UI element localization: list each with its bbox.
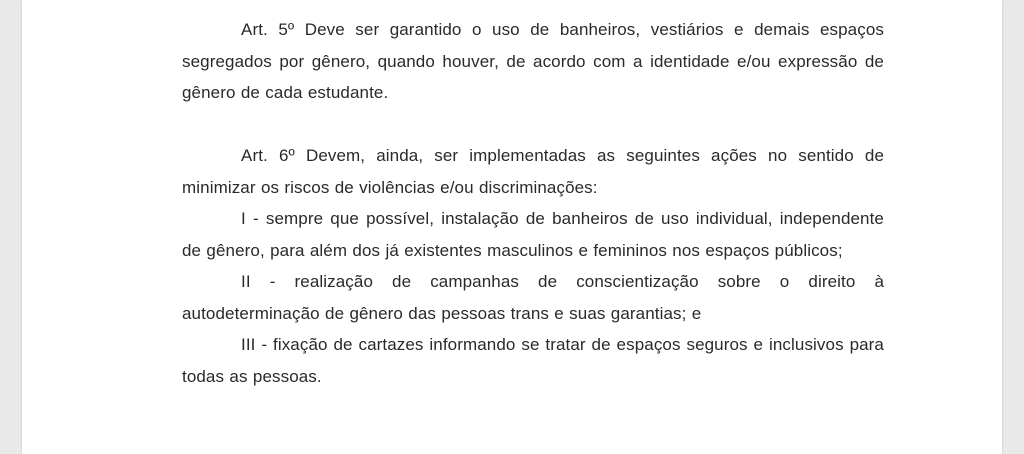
article-6-item-3: III - fixação de cartazes informando se tratar de espaços seguros e inclusivos para todas as pessoas. xyxy=(182,335,884,386)
document-page xyxy=(22,0,1002,454)
article-6-item-2: II - realização de campanhas de conscientização sobre o direito à autodeterminação de gênero das pessoas trans e suas garantias; e xyxy=(182,272,884,323)
article-6-item-1: I - sempre que possível, instalação de banheiros de uso individual, independente de gênero, para além dos já existentes masculinos e femininos nos espaços públicos; xyxy=(182,209,884,260)
article-6: Art. 6º Devem, ainda, ser implementadas as seguintes ações no sentido de minimizar os riscos de violências e/ou discriminações: xyxy=(182,146,884,197)
article-5: Art. 5º Deve ser garantido o uso de banheiros, vestiários e demais espaços segregados por gênero, quando houver, de acordo com a identidade e/ou expressão de gênero de cada estudante. xyxy=(182,20,884,102)
paragraph-gap xyxy=(182,109,884,141)
document-body xyxy=(182,14,884,392)
